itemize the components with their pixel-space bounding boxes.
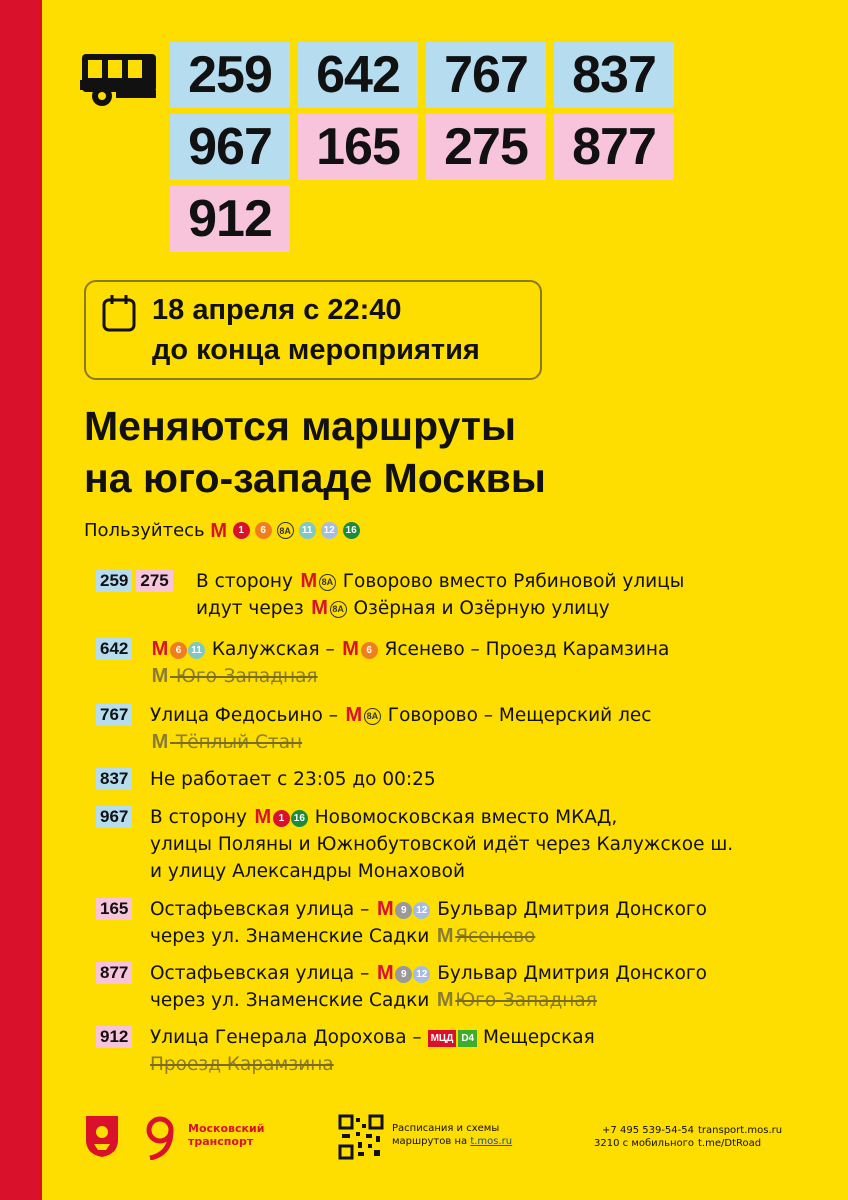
route-cancelled-stop: Тёплый Стан xyxy=(175,732,303,753)
moscow-coat-of-arms-icon xyxy=(84,1114,120,1158)
line-9-icon: 9 xyxy=(395,902,412,919)
route-tile: 767 xyxy=(426,42,546,108)
metro-icon: М xyxy=(376,962,394,984)
route-tile: 877 xyxy=(554,114,674,180)
footer xyxy=(84,1110,804,1170)
mobile-number: 3210 с мобильного xyxy=(594,1138,694,1149)
line-6-icon: 6 xyxy=(170,642,187,659)
route-tile: 912 xyxy=(170,186,290,252)
route-tile: 642 xyxy=(298,42,418,108)
route-badge: 967 xyxy=(96,806,132,828)
line-6-icon: 6 xyxy=(361,642,378,659)
title-line-1: Меняются маршруты xyxy=(84,403,517,449)
metro-icon: М xyxy=(436,989,454,1011)
line-8a-icon: 8А xyxy=(277,522,294,539)
metro-icon: М xyxy=(151,665,169,687)
line-9-icon: 9 xyxy=(395,966,412,983)
route-cancelled-stop: Ясенево xyxy=(455,926,536,947)
use-metro-hint xyxy=(84,520,361,541)
route-badge: 837 xyxy=(96,768,132,790)
route-text: Не работает с 23:05 до 00:25 xyxy=(150,769,436,790)
site-link[interactable]: transport.mos.ru xyxy=(698,1125,783,1136)
line-12-icon: 12 xyxy=(413,902,430,919)
line-11-icon: 11 xyxy=(299,522,316,539)
route-text: Бульвар Дмитрия Донского xyxy=(437,899,707,920)
route-text: Ясенево – Проезд Карамзина xyxy=(384,639,670,660)
page-title xyxy=(84,400,764,504)
metro-icon: М xyxy=(210,519,227,542)
line-12-icon: 12 xyxy=(321,522,338,539)
metro-icon: М xyxy=(311,597,328,619)
route-text: Новомосковская вместо МКАД, xyxy=(314,807,618,828)
route-badge: 912 xyxy=(96,1026,132,1048)
mcd-d4-icon: МЦД D4 xyxy=(428,1030,478,1047)
line-11-icon: 11 xyxy=(188,642,205,659)
transport-brand: Московский транспорт xyxy=(188,1122,265,1148)
metro-icon: М xyxy=(436,925,454,947)
route-text: через ул. Знаменские Садки xyxy=(150,926,430,947)
route-badge: 642 xyxy=(96,638,132,660)
route-text: Улица Генерала Дорохова – xyxy=(150,1027,422,1048)
route-text: Говорово вместо Рябиновой улицы xyxy=(342,571,685,592)
metro-icon: М xyxy=(300,570,318,592)
route-text: Мещерская xyxy=(483,1027,595,1048)
line-1-icon: 1 xyxy=(273,810,290,827)
metro-icon: М xyxy=(342,638,359,660)
date-box xyxy=(84,280,542,380)
route-text: Калужская – xyxy=(211,639,335,660)
line-1-icon: 1 xyxy=(233,522,250,539)
route-text: и улицу Александры Монаховой xyxy=(150,861,466,882)
red-side-bar xyxy=(0,0,42,1200)
schedules-link[interactable]: t.mos.ru xyxy=(470,1136,513,1147)
route-badge: 275 xyxy=(136,570,172,592)
metro-icon: М xyxy=(151,638,169,660)
route-tile: 837 xyxy=(554,42,674,108)
schedules-line-1: Расписания и схемы xyxy=(392,1123,500,1134)
use-metro-label: Пользуйтесь xyxy=(84,520,205,541)
line-16-icon: 16 xyxy=(291,810,308,827)
route-cancelled-stop: Проезд Карамзина xyxy=(150,1054,334,1075)
bus-icon xyxy=(80,50,160,110)
title-line-2: на юго-западе Москвы xyxy=(84,455,546,501)
route-badge: 877 xyxy=(96,962,132,984)
route-text: через ул. Знаменские Садки xyxy=(150,990,430,1011)
contact-phone xyxy=(574,1124,694,1150)
route-text: В сторону xyxy=(196,571,293,592)
route-text: Улица Федосьино – xyxy=(150,705,338,726)
route-tile: 165 xyxy=(298,114,418,180)
calendar-icon xyxy=(102,294,136,332)
route-tile: 259 xyxy=(170,42,290,108)
route-cancelled-stop: Юго-Западная xyxy=(175,666,318,687)
line-6-icon: 6 xyxy=(255,522,272,539)
route-text: Остафьевская улица – xyxy=(150,899,370,920)
qr-code-icon xyxy=(338,1114,384,1160)
date-end: до конца мероприятия xyxy=(152,334,480,366)
route-text: Озёрная и Озёрную улицу xyxy=(353,598,610,619)
contact-links xyxy=(698,1124,782,1150)
route-text: Говорово – Мещерский лес xyxy=(387,705,652,726)
route-cancelled-stop: Юго-Западная xyxy=(455,990,597,1011)
line-8a-icon: 8А xyxy=(364,708,381,725)
route-text: В сторону xyxy=(150,807,247,828)
route-tile: 967 xyxy=(170,114,290,180)
line-8a-icon: 8А xyxy=(330,601,347,618)
phone-number[interactable]: +7 495 539-54-54 xyxy=(602,1125,694,1136)
route-badge: 767 xyxy=(96,704,132,726)
route-badge: 259 xyxy=(96,570,132,592)
route-text: идут через xyxy=(196,598,304,619)
route-text: Бульвар Дмитрия Донского xyxy=(437,963,707,984)
route-badge: 165 xyxy=(96,898,132,920)
line-12-icon: 12 xyxy=(413,966,430,983)
date-start: 18 апреля с 22:40 xyxy=(152,294,402,326)
line-16-icon: 16 xyxy=(343,522,360,539)
metro-icon: М xyxy=(254,806,272,828)
schedules-info xyxy=(392,1122,512,1148)
metro-icon: М xyxy=(376,898,394,920)
metro-icon: М xyxy=(345,704,363,726)
metro-icon: М xyxy=(151,731,169,753)
route-text: улицы Поляны и Южнобутовской идёт через Калужское ш. xyxy=(150,834,734,855)
moscow-transport-logo-icon xyxy=(140,1114,180,1160)
telegram-link[interactable]: t.me/DtRoad xyxy=(698,1138,762,1149)
route-text: Остафьевская улица – xyxy=(150,963,370,984)
schedules-line-2: маршрутов на xyxy=(392,1136,468,1147)
route-tile: 275 xyxy=(426,114,546,180)
line-8a-icon: 8А xyxy=(319,574,336,591)
